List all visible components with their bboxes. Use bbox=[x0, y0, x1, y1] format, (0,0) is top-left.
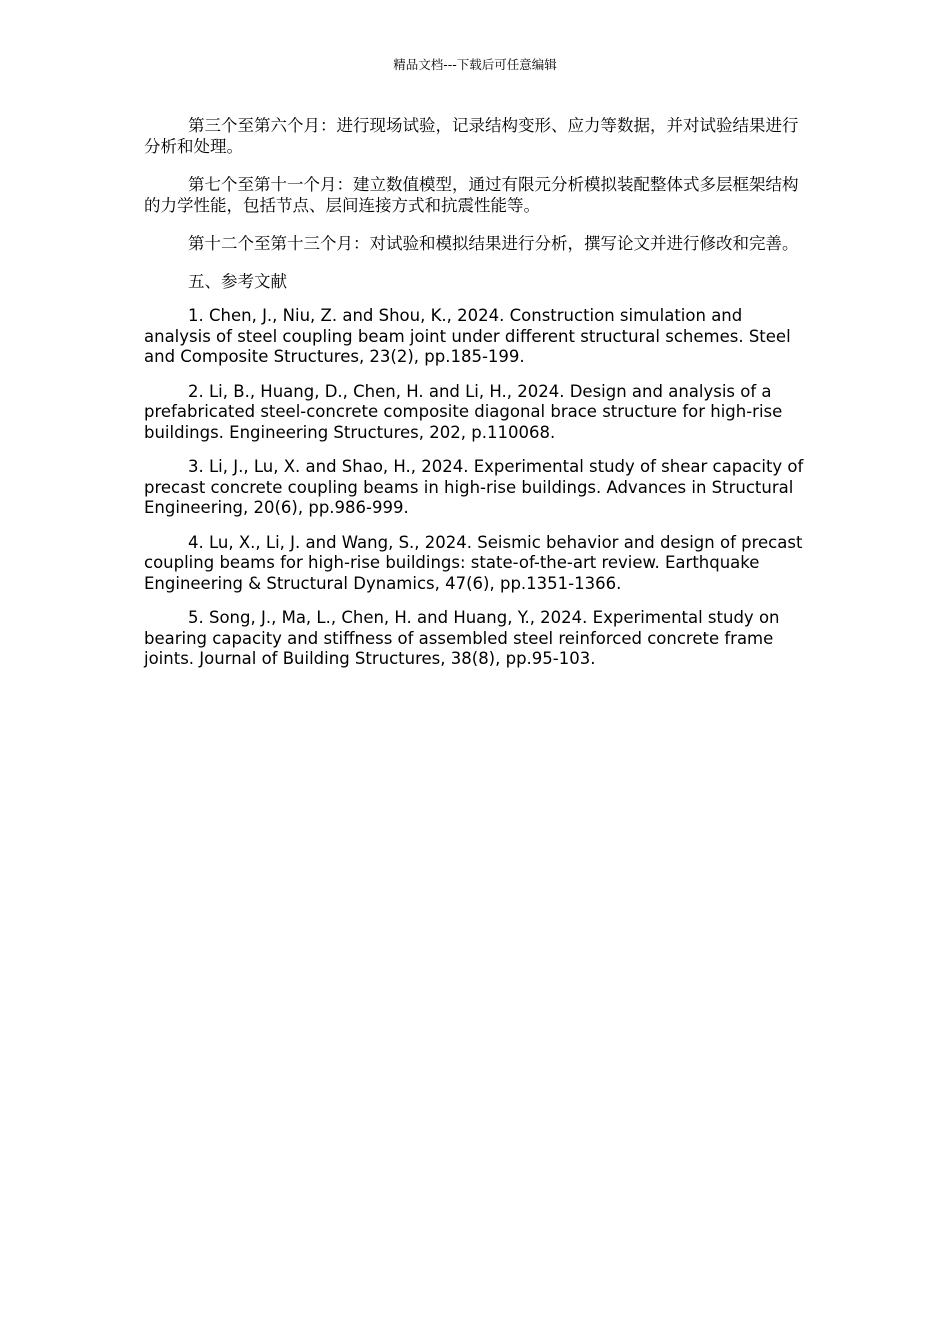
page-header: 精品文档---下载后可任意编辑 bbox=[393, 57, 557, 72]
reference-item-5: 5. Song, J., Ma, L., Chen, H. and Huang, Y., 2024. Experimental study on bearing capacity and stiffness of assembled steel reinforced concrete frame joints. Journal of Building Structures, 38(8), pp.95-103. bbox=[144, 608, 780, 668]
reference-item-4: 4. Lu, X., Li, J. and Wang, S., 2024. Seismic behavior and design of precast coupling beams for high-rise buildings: state-of-the-art review. Earthquake Engineering & Structural Dynamics, 47(6), pp.1351-1366. bbox=[144, 532, 803, 593]
schedule-paragraph-3: 第十二个至第十三个月：对试验和模拟结果进行分析，撰写论文并进行修改和完善。 bbox=[188, 234, 799, 253]
references-heading: 五、参考文献 bbox=[188, 272, 287, 291]
reference-item-1: 1. Chen, J., Niu, Z. and Shou, K., 2024. Construction simulation and analysis of steel coupling beam joint under different structural schemes. Steel and Composite Structures, 23(2), pp.185-199. bbox=[144, 306, 791, 366]
reference-item-3: 3. Li, J., Lu, X. and Shao, H., 2024. Experimental study of shear capacity of precast concrete coupling beams in high-rise buildings. Advances in Structural Engineering, 20(6), pp.986-999. bbox=[144, 457, 804, 517]
schedule-paragraph-2: 第七个至第十一个月：建立数值模型，通过有限元分析模拟装配整体式多层框架结构的力学性能，包括节点、层间连接方式和抗震性能等。 bbox=[144, 175, 799, 215]
schedule-paragraph-1: 第三个至第六个月：进行现场试验，记录结构变形、应力等数据，并对试验结果进行分析和处理。 bbox=[144, 116, 799, 156]
reference-item-2: 2. Li, B., Huang, D., Chen, H. and Li, H., 2024. Design and analysis of a prefabricated steel-concrete composite diagonal brace structure for high-rise buildings. Engineering Structures, 202, p.110068. bbox=[144, 381, 783, 442]
document-body bbox=[144, 115, 806, 684]
